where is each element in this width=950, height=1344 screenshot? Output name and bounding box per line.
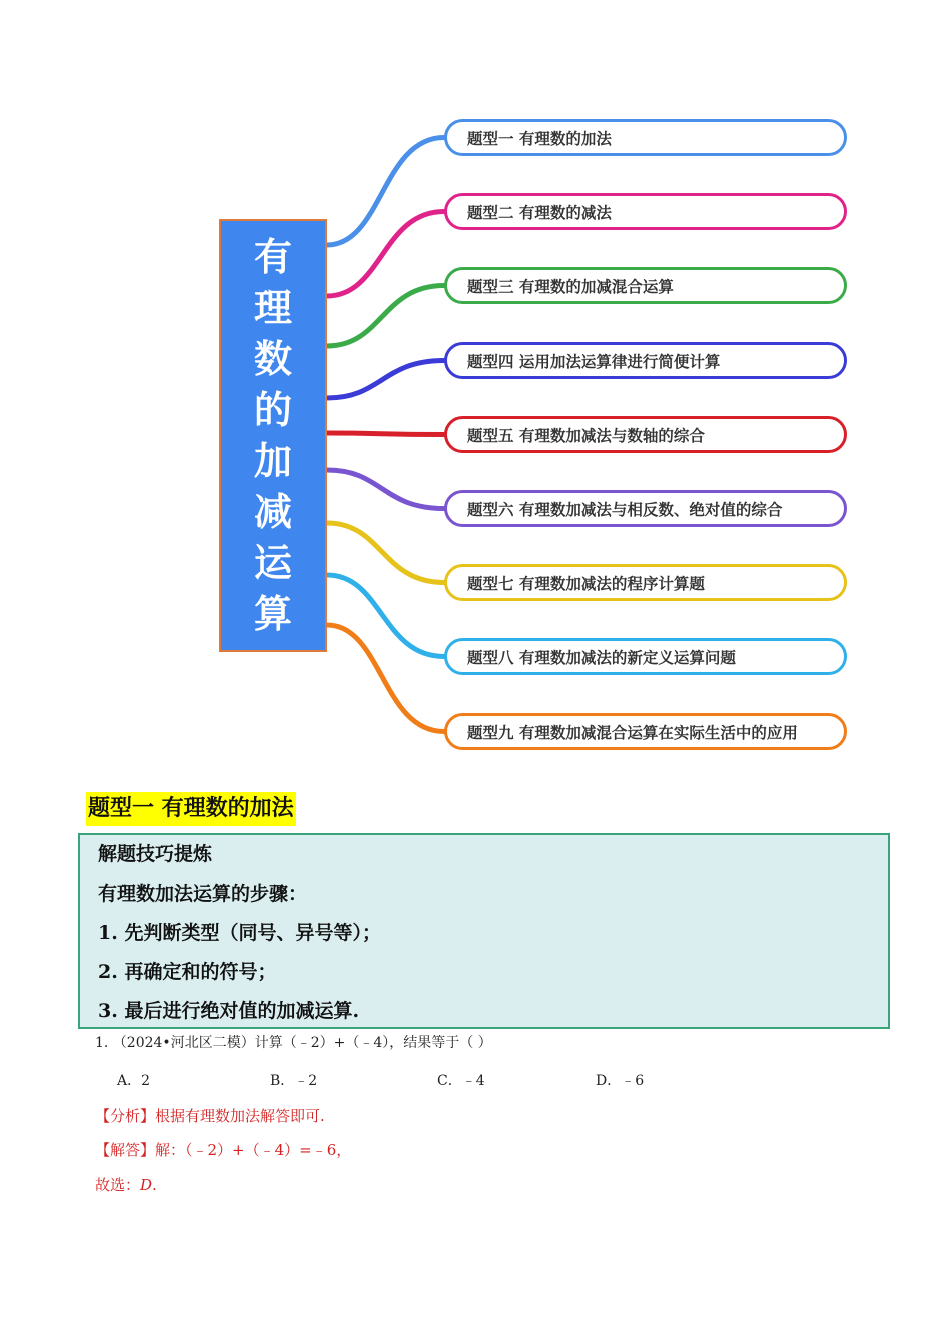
option-d[interactable]: D．﹣6 xyxy=(596,1073,645,1089)
analysis-text: 【分析】根据有理数加法解答即可. xyxy=(95,1107,325,1125)
topic-label: 题型六 有理数加减法与相反数、绝对值的综合 xyxy=(467,500,783,519)
topic-connector xyxy=(327,523,444,583)
tips-step: 3. 最后进行绝对值的加减运算. xyxy=(98,1000,360,1022)
topic-connector xyxy=(327,138,444,246)
topic-pill[interactable] xyxy=(444,267,847,304)
topic-connector xyxy=(327,212,444,297)
tips-step: 1. 先判断类型（同号、异号等）； xyxy=(98,922,381,944)
option-c[interactable]: C．﹣4 xyxy=(437,1073,485,1089)
option-b[interactable]: B．﹣2 xyxy=(270,1073,318,1089)
tips-box xyxy=(78,833,890,1029)
topic-connector xyxy=(327,361,444,399)
topic-pill[interactable] xyxy=(444,564,847,601)
topic-pill[interactable] xyxy=(444,638,847,675)
choice-prefix: 故选： xyxy=(95,1176,141,1194)
topic-label: 题型三 有理数的加减混合运算 xyxy=(467,277,674,296)
solution-text: 【解答】解：（﹣2）+（﹣4）=﹣6， xyxy=(95,1141,352,1159)
topic-connector xyxy=(327,433,444,435)
topic-label: 题型五 有理数加减法与数轴的综合 xyxy=(467,426,705,445)
topic-pill[interactable] xyxy=(444,713,847,750)
topic-label: 题型四 运用加法运算律进行简便计算 xyxy=(467,352,721,371)
topic-pill[interactable] xyxy=(444,119,847,156)
question-text: 1. （2024•河北区二模）计算（﹣2）+（﹣4），结果等于（ ） xyxy=(95,1035,492,1051)
topic-connector xyxy=(327,625,444,732)
choice-suffix: . xyxy=(152,1176,157,1194)
topic-pill[interactable] xyxy=(444,416,847,453)
central-topic-box xyxy=(219,219,327,652)
topic-connector xyxy=(327,575,444,657)
topic-label: 题型七 有理数加减法的程序计算题 xyxy=(467,574,705,593)
tips-title: 解题技巧提炼 xyxy=(98,843,213,865)
tips-step: 2. 再确定和的符号； xyxy=(98,961,277,983)
section-heading: 题型一 有理数的加法 xyxy=(86,792,296,826)
choice-answer: D xyxy=(140,1176,153,1194)
option-a[interactable]: A．2 xyxy=(117,1073,151,1089)
topic-pill[interactable] xyxy=(444,342,847,379)
tips-subtitle: 有理数加法运算的步骤： xyxy=(98,883,308,905)
topic-connector xyxy=(327,470,444,509)
topic-label: 题型二 有理数的减法 xyxy=(467,203,612,222)
topic-label: 题型九 有理数加减混合运算在实际生活中的应用 xyxy=(467,723,798,742)
central-topic-title: 有理数的加减运算 xyxy=(253,234,292,636)
choice-line xyxy=(95,1174,157,1195)
topic-label: 题型一 有理数的加法 xyxy=(467,129,612,148)
topic-pill[interactable] xyxy=(444,490,847,527)
topic-pill[interactable] xyxy=(444,193,847,230)
topic-label: 题型八 有理数加减法的新定义运算问题 xyxy=(467,648,736,667)
